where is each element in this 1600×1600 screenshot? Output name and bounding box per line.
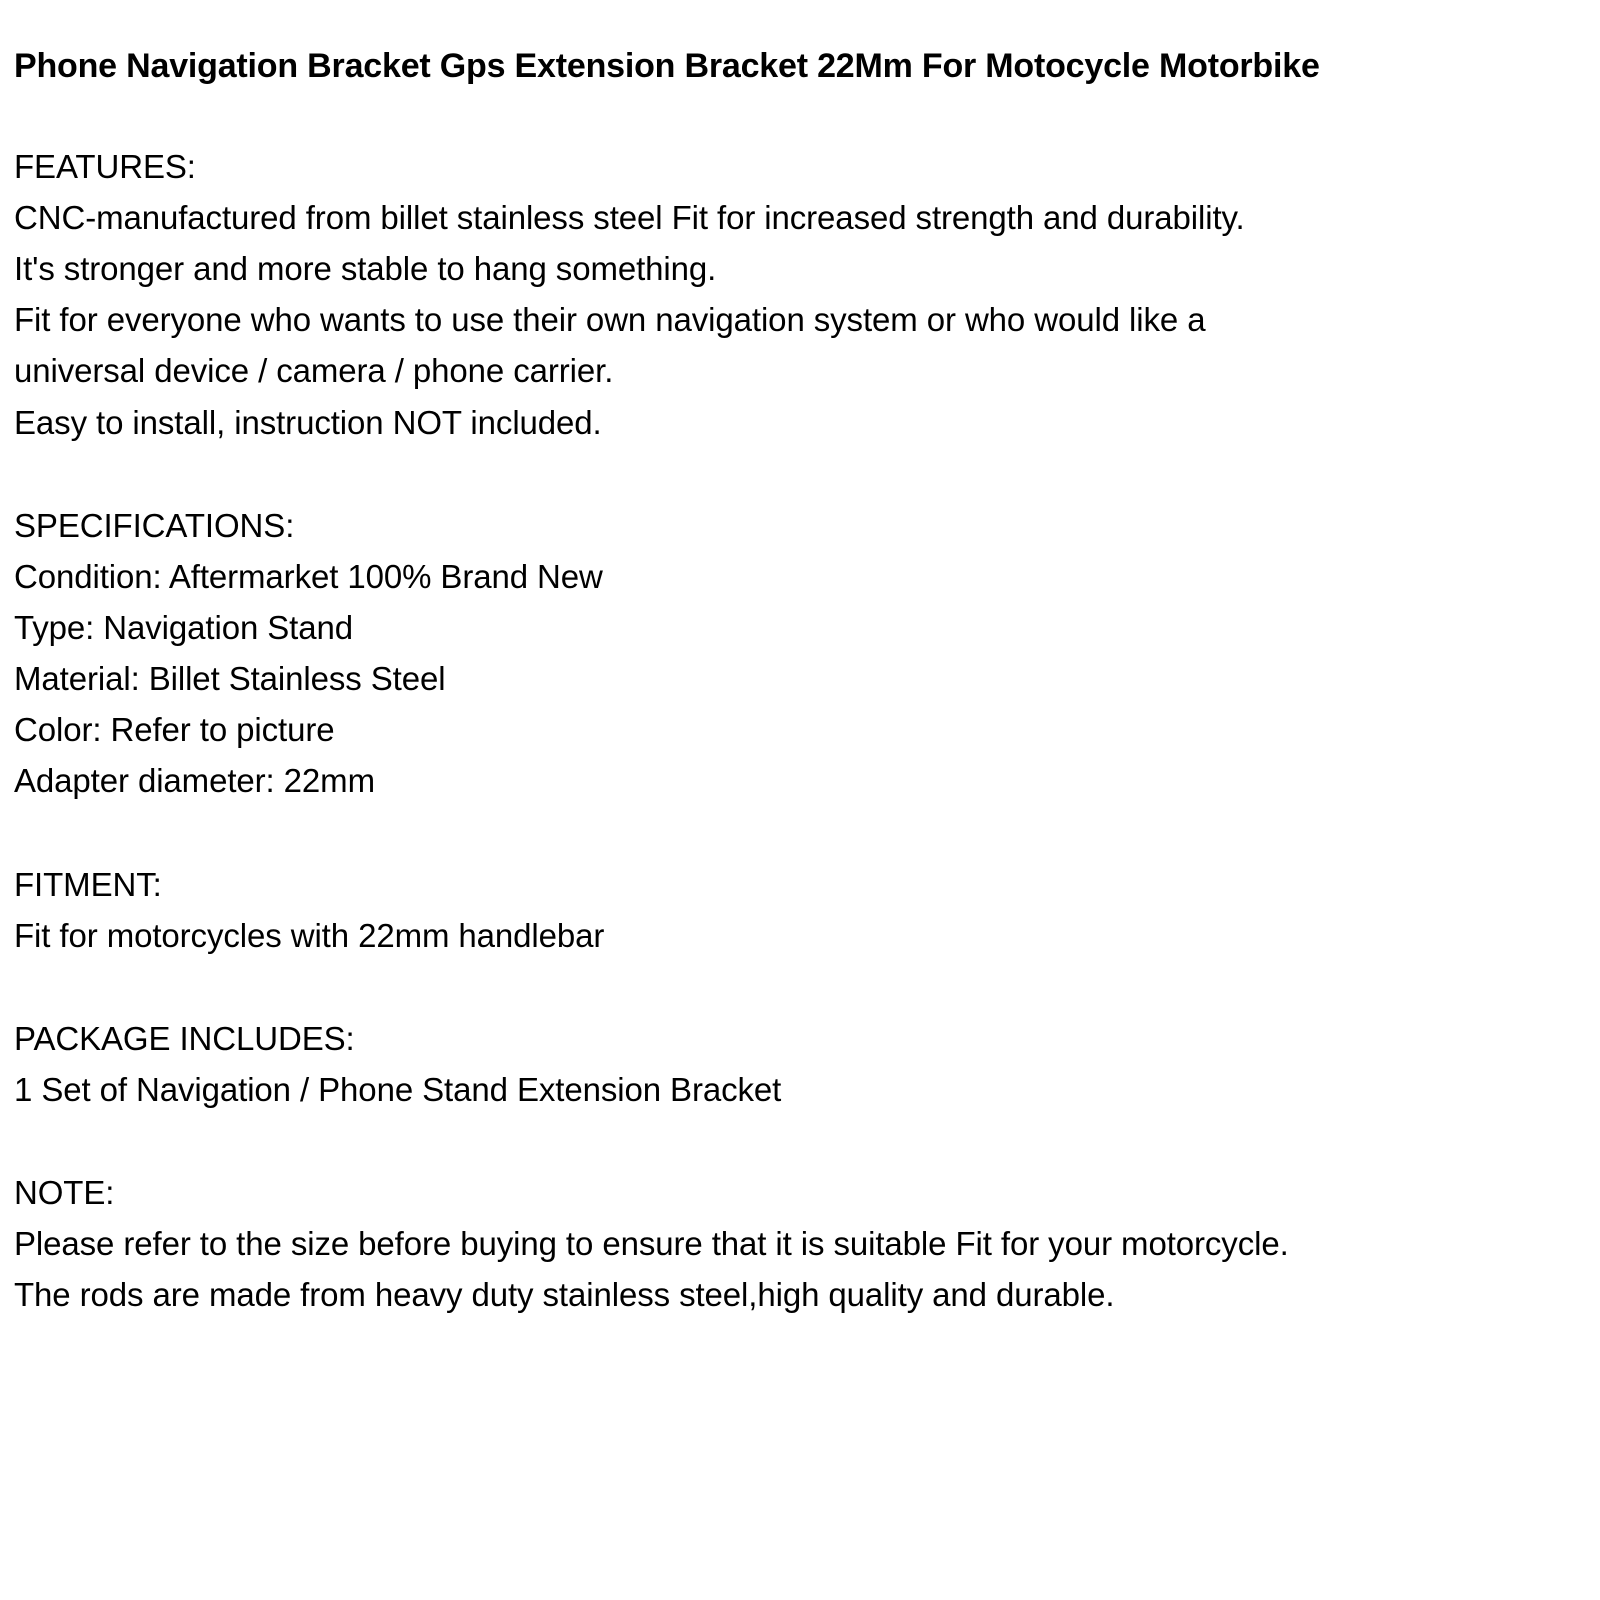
features-line-2: It's stronger and more stable to hang something. — [14, 250, 717, 288]
features-line-3: Fit for everyone who wants to use their own navigation system or who would like a — [14, 301, 1206, 339]
features-line-4: universal device / camera / phone carrier. — [14, 352, 614, 390]
specifications-line-3: Material: Billet Stainless Steel — [14, 660, 446, 698]
section-specifications — [14, 500, 1580, 807]
spacer — [14, 448, 1580, 500]
package-includes-line-1: 1 Set of Navigation / Phone Stand Extension Bracket — [14, 1070, 782, 1108]
section-heading-features: FEATURES: — [14, 147, 196, 185]
section-heading-specifications: SPECIFICATIONS: — [14, 506, 295, 544]
spacer — [14, 1115, 1580, 1167]
spacer — [14, 807, 1580, 859]
section-heading-fitment: FITMENT: — [14, 865, 162, 903]
section-package-includes — [14, 1013, 1580, 1115]
section-fitment — [14, 859, 1580, 961]
features-line-1: CNC-manufactured from billet stainless steel Fit for increased strength and durability. — [14, 199, 1245, 237]
section-heading-package-includes: PACKAGE INCLUDES: — [14, 1019, 355, 1057]
spacer — [14, 961, 1580, 1013]
note-line-1: Please refer to the size before buying to ensure that it is suitable Fit for your motorcycle. — [14, 1225, 1289, 1263]
section-note — [14, 1167, 1580, 1320]
specifications-line-2: Type: Navigation Stand — [14, 609, 354, 646]
specifications-line-5: Adapter diameter: 22mm — [14, 762, 375, 800]
spacer — [14, 89, 1580, 141]
features-line-5: Easy to install, instruction NOT included. — [14, 403, 602, 441]
fitment-line-1: Fit for motorcycles with 22mm handlebar — [14, 916, 605, 954]
page-title: Phone Navigation Bracket Gps Extension Bracket 22Mm For Motocycle Motorbike — [14, 47, 1320, 85]
section-heading-note: NOTE: — [14, 1174, 115, 1212]
specifications-line-1: Condition: Aftermarket 100% Brand New — [14, 557, 603, 595]
section-features — [14, 141, 1580, 448]
note-line-2: The rods are made from heavy duty stainless steel,high quality and durable. — [14, 1276, 1115, 1314]
specifications-line-4: Color: Refer to picture — [14, 711, 335, 749]
